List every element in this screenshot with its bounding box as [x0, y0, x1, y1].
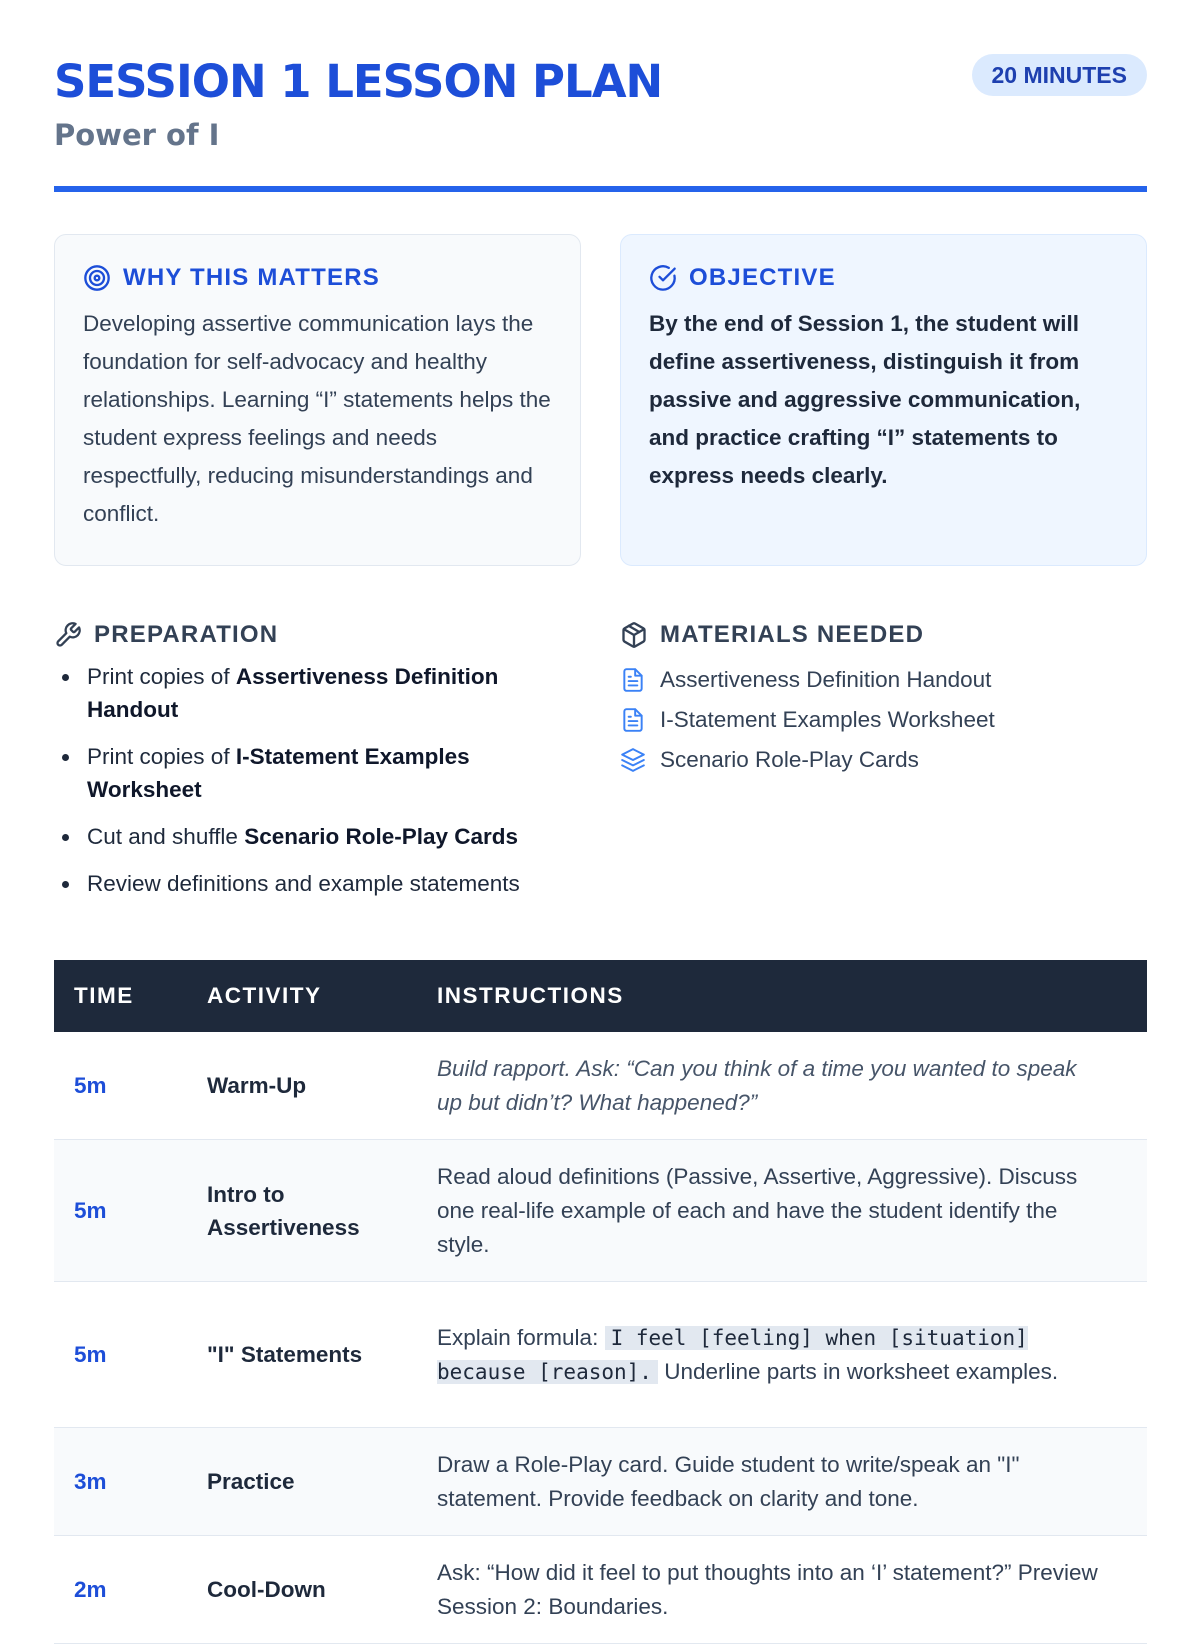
row-activity: Cool-Down — [207, 1577, 326, 1602]
list-item: Print copies of I-Statement Examples Worksheet — [54, 740, 581, 806]
row-instructions: Build rapport. Ask: “Can you think of a time you wanted to speak up but didn’t? What happened?” — [437, 1055, 1077, 1115]
column-header-time: TIME — [74, 983, 134, 1008]
wrench-icon — [54, 621, 82, 649]
table-header — [54, 960, 1147, 1032]
list-item: Cut and shuffle Scenario Role-Play Cards — [54, 820, 581, 853]
target-icon — [83, 264, 111, 292]
page-subtitle: Power of I — [54, 118, 220, 152]
header-divider — [54, 186, 1147, 192]
page-title: SESSION 1 LESSON PLAN — [54, 55, 663, 108]
why-this-matters-card — [54, 234, 581, 566]
row-activity: Warm-Up — [207, 1073, 307, 1098]
row-instructions: Draw a Role-Play card. Guide student to write/speak an "I" statement. Provide feedback on clarity and tone. — [437, 1451, 1020, 1511]
list-item: Review definitions and example statements — [54, 867, 581, 900]
list-item: Print copies of Assertiveness Definition Handout — [54, 660, 581, 726]
objective-card — [620, 234, 1147, 566]
formula-code: I feel [feeling] when [situation] because [reason]. — [437, 1325, 1028, 1384]
materials-section — [620, 614, 1147, 780]
activity-table — [54, 960, 1147, 1644]
row-instructions: Explain formula: I feel [feeling] when [situation] because [reason]. Underline parts in worksheet examples. — [437, 1324, 1059, 1384]
column-header-activity: ACTIVITY — [207, 983, 322, 1008]
row-time: 5m — [74, 1197, 107, 1223]
row-time: 5m — [74, 1072, 107, 1098]
table-row — [54, 1282, 1147, 1428]
row-time: 3m — [74, 1468, 107, 1494]
document-icon — [620, 707, 646, 733]
preparation-list — [54, 660, 581, 900]
materials-heading: MATERIALS NEEDED — [660, 621, 925, 648]
check-circle-icon — [649, 264, 677, 292]
row-instructions: Ask: “How did it feel to put thoughts into an ‘I’ statement?” Preview Session 2: Boundaries. — [437, 1559, 1098, 1619]
document-icon — [620, 667, 646, 693]
table-row — [54, 1140, 1147, 1282]
preparation-section — [54, 614, 581, 914]
preparation-heading: PREPARATION — [94, 621, 279, 648]
list-item: Scenario Role-Play Cards — [620, 740, 1147, 780]
table-row — [54, 1536, 1147, 1644]
why-body: Developing assertive communication lays the foundation for self-advocacy and healthy relationships. Learning “I” statements helps the student express feelings and needs respectfully, reducing misunderstandings and conflict. — [83, 311, 551, 526]
duration-badge: 20 MINUTES — [972, 54, 1147, 96]
column-header-instructions: INSTRUCTIONS — [437, 983, 624, 1008]
row-activity: "I" Statements — [207, 1342, 363, 1367]
row-activity: Intro to Assertiveness — [207, 1181, 360, 1240]
header — [54, 52, 1147, 194]
row-activity: Practice — [207, 1469, 295, 1494]
row-instructions: Read aloud definitions (Passive, Assertive, Aggressive). Discuss one real-life example of each and have the student identify the style. — [437, 1163, 1078, 1257]
list-item: I-Statement Examples Worksheet — [620, 700, 1147, 740]
materials-list — [620, 660, 1147, 780]
table-row — [54, 1428, 1147, 1536]
objective-heading: OBJECTIVE — [689, 264, 836, 291]
lesson-plan-page — [54, 0, 1147, 1619]
objective-body: By the end of Session 1, the student will define assertiveness, distinguish it from passive and aggressive communication, and practice crafting “I” statements to express needs clearly. — [649, 311, 1081, 488]
table-row — [54, 1032, 1147, 1140]
list-item: Assertiveness Definition Handout — [620, 660, 1147, 700]
why-heading: WHY THIS MATTERS — [123, 264, 380, 291]
layers-icon — [620, 747, 646, 773]
row-time: 5m — [74, 1341, 107, 1367]
package-icon — [620, 621, 648, 649]
row-time: 2m — [74, 1576, 107, 1602]
